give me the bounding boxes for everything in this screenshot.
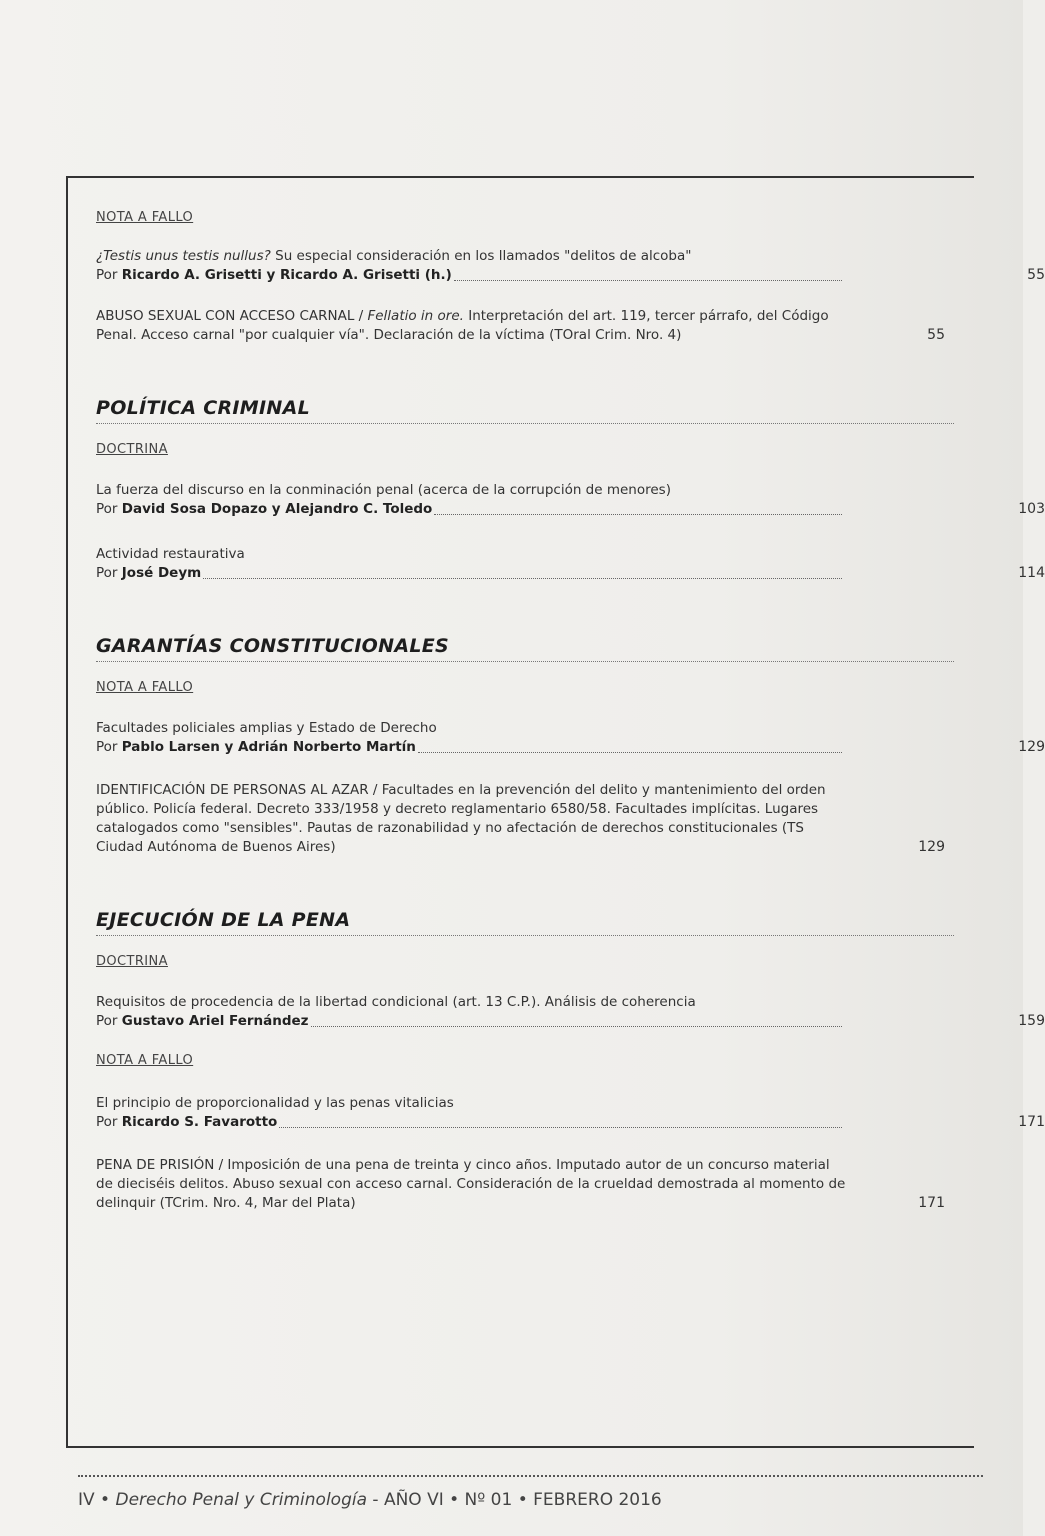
entry-authors: Ricardo A. Grisetti y Ricardo A. Grisetti (h.) — [121, 267, 452, 283]
toc-entry[interactable] — [96, 247, 1045, 285]
entry-title: ¿Testis unus testis nullus? Su especial consideración en los llamados "delitos de alcoba" — [96, 248, 692, 264]
entry-title: Facultades policiales amplias y Estado de Derecho — [96, 720, 437, 736]
dot-leader — [418, 752, 842, 753]
entry-page-number: 55 — [927, 327, 945, 343]
table-of-contents — [96, 210, 1045, 1213]
entry-page-number: 159 — [1018, 1013, 1045, 1029]
entry-page-number: 171 — [1018, 1114, 1045, 1130]
section-label-nota-a-fallo: NOTA A FALLO — [96, 1053, 194, 1068]
entry-page-number: 55 — [1027, 267, 1045, 283]
entry-byline: Por Ricardo A. Grisetti y Ricardo A. Grisetti (h.) — [96, 266, 844, 285]
entry-title: El principio de proporcionalidad y las penas vitalicias — [96, 1095, 454, 1111]
entry-title: PENA DE PRISIÓN / Imposición de una pena de treinta y cinco años. Imputado autor de un concurso material de dieciséis delitos. Abuso sexual con acceso carnal. Consideración de la crueldad demostrada al momento de delinquir (TCrim. Nro. 4, Mar del Plata) — [96, 1157, 846, 1211]
dot-leader — [203, 578, 842, 579]
footer-journal: Derecho Penal y Criminología — [115, 1490, 367, 1510]
footer-prefix: IV • — [78, 1490, 116, 1510]
entry-page-number: 114 — [1018, 565, 1045, 581]
section-label-nota-a-fallo: NOTA A FALLO — [96, 210, 194, 225]
toc-section — [96, 397, 1045, 583]
entry-page-number: 103 — [1018, 501, 1045, 517]
footer-divider — [78, 1475, 983, 1477]
toc-section-continued — [96, 210, 1045, 345]
entry-authors: Gustavo Ariel Fernández — [121, 1013, 309, 1029]
entry-byline: Por David Sosa Dopazo y Alejandro C. Toledo — [96, 500, 844, 519]
section-label-doctrina: DOCTRINA — [96, 442, 168, 457]
entry-title: La fuerza del discurso en la conminación penal (acerca de la corrupción de menores) — [96, 482, 671, 498]
entry-title: Requisitos de procedencia de la libertad condicional (art. 13 C.P.). Análisis de coherencia — [96, 994, 696, 1010]
entry-title: IDENTIFICACIÓN DE PERSONAS AL AZAR / Facultades en la prevención del delito y mantenimiento del orden público. Policía federal. Decreto 333/1958 y decreto reglamentario 6580/58. Facultades implícitas. Lugares catalogados como "sensibles". Pautas de razonabilidad y no afectación de derechos constitucionales (TS Ciudad Autónoma de Buenos Aires) — [96, 782, 826, 855]
toc-entry[interactable] — [96, 993, 1045, 1031]
entry-authors: David Sosa Dopazo y Alejandro C. Toledo — [121, 501, 433, 517]
toc-entry[interactable] — [96, 1156, 945, 1213]
entry-authors: Pablo Larsen y Adrián Norberto Martín — [121, 739, 416, 755]
dot-leader — [454, 280, 842, 281]
entry-title: Actividad restaurativa — [96, 546, 245, 562]
toc-section — [96, 909, 1045, 1213]
section-title-ejecucion-de-la-pena: EJECUCIÓN DE LA PENA — [96, 909, 954, 936]
page-footer — [78, 1490, 662, 1510]
entry-byline: Por Ricardo S. Favarotto — [96, 1113, 844, 1132]
toc-entry[interactable] — [96, 781, 945, 857]
section-title-politica-criminal: POLÍTICA CRIMINAL — [96, 397, 954, 424]
entry-byline: Por Gustavo Ariel Fernández — [96, 1012, 844, 1031]
entry-page-number: 129 — [1018, 739, 1045, 755]
section-title-garantias-constitucionales: GARANTÍAS CONSTITUCIONALES — [96, 635, 954, 662]
entry-title: ABUSO SEXUAL CON ACCESO CARNAL / Fellatio in ore. Interpretación del art. 119, tercer párrafo, del Código Penal. Acceso carnal "por cualquier vía". Declaración de la víctima (TOral Crim. Nro. 4) — [96, 308, 829, 343]
toc-entry[interactable] — [96, 481, 1045, 519]
section-label-doctrina: DOCTRINA — [96, 954, 168, 969]
entry-authors: José Deym — [121, 565, 202, 581]
section-label-nota-a-fallo: NOTA A FALLO — [96, 680, 194, 695]
dot-leader — [279, 1127, 842, 1128]
footer-issue: - AÑO VI • Nº 01 • FEBRERO 2016 — [367, 1490, 662, 1510]
entry-byline: Por Pablo Larsen y Adrián Norberto Martín — [96, 738, 844, 757]
toc-entry[interactable] — [96, 545, 1045, 583]
toc-entry[interactable] — [96, 719, 1045, 757]
toc-entry[interactable] — [96, 1094, 1045, 1132]
entry-authors: Ricardo S. Favarotto — [121, 1114, 278, 1130]
entry-page-number: 129 — [918, 839, 945, 855]
toc-section — [96, 635, 1045, 857]
dot-leader — [434, 514, 842, 515]
entry-page-number: 171 — [918, 1195, 945, 1211]
dot-leader — [311, 1026, 842, 1027]
entry-byline: Por José Deym — [96, 564, 844, 583]
toc-entry[interactable] — [96, 307, 945, 345]
